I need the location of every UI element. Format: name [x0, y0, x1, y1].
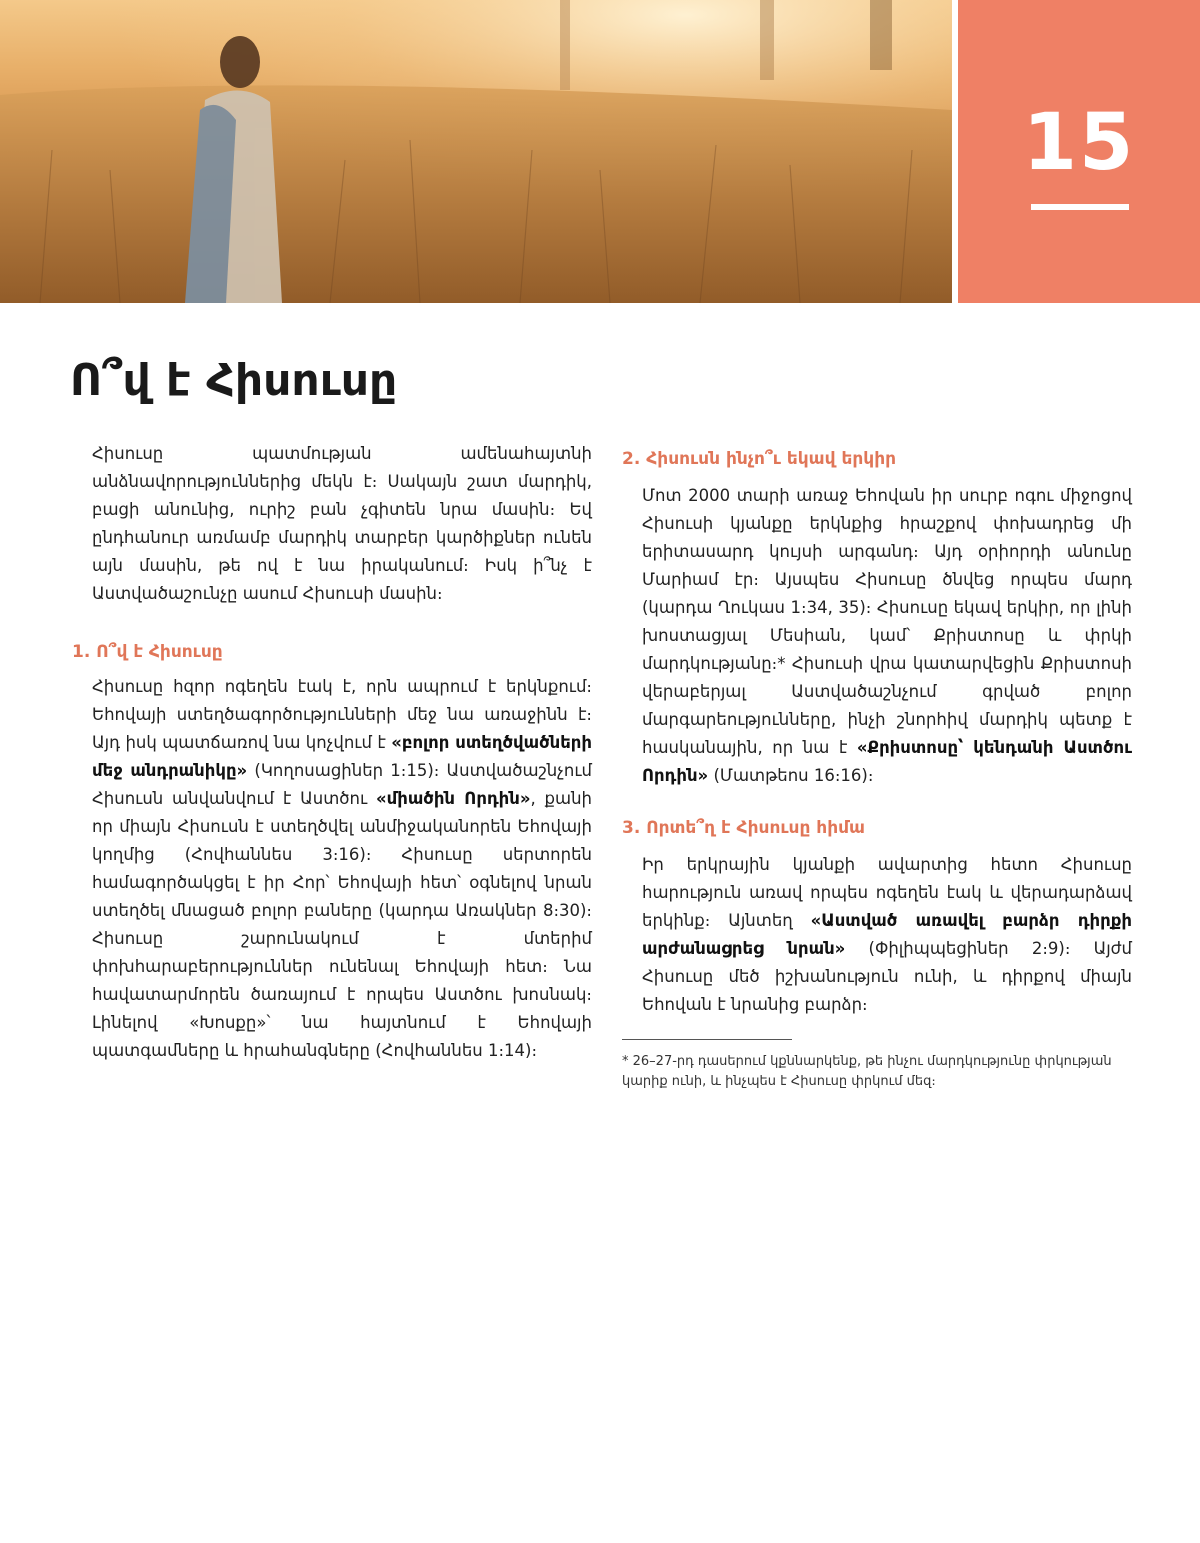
right-column: [622, 440, 1132, 1092]
section-2-text: Մոտ 2000 տարի առաջ Եհովան իր սուրբ ոգու միջոցով Հիսուսի կյանքը երկնքից հրաշքով փոխադրեց մի երիտասարդ կույսի արգանդ։ Այդ օրիորդի անունը Մարիամ էր։ Այսպես Հիսուսը ծնվեց որպես մարդ (կարդա Ղուկաս 1։34, 35)։ Հիսուսը եկավ երկիր, որ լինի խոստացյալ Մեսիան, կամ՝ Քրիստոսը և փրկի մարդկությանը։* Հիսուսի վրա կատարվեցին Քրիստոսի վերաբերյալ Աստվածաշնչում գրված բոլոր մարգարեությունները, ինչի շնորհիվ մարդիկ պետք է հասկանային, որ նա է «Քրիստոսը՝ կենդանի Աստծու Որդին» (Մատթեոս 16։16)։: [642, 486, 1132, 785]
lesson-badge: [958, 0, 1200, 303]
footnote-divider: [622, 1039, 792, 1040]
section-heading-3: 3. Որտե՞ղ է Հիսուսը հիմա: [622, 818, 866, 838]
intro-paragraph: Հիսուսը պատմության ամենահայտնի անձնավորություններից մեկն է։ Սակայն շատ մարդիկ, բացի անունից, ուրիշ բան չգիտեն նրա մասին։ Եվ ընդհանուր առմամբ մարդիկ տարբեր կարծիքներ ունեն այն մասին, թե ով է նա իրականում։ Իսկ ի՞նչ է Աստվածաշունչը ասում Հիսուսի մասին։: [92, 444, 592, 603]
section-1-text: Հիսուսը հզոր ոգեղեն էակ է, որն ապրում է երկնքում։ Եհովայի ստեղծագործությունների մեջ նա առաջինն է։ Այդ իսկ պատճառով նա կոչվում է «բոլոր ստեղծվածների մեջ անդրանիկը» (Կողոսացիներ 1։15)։ Աստվածաշնչում Հիսուսն անվանվում է Աստծու «միածին Որդին», քանի որ միայն Հիսուսն է ստեղծվել անմիջականորեն Եհովայի կողմից (Հովհաննես 3։16)։ Հիսուսը սերտորեն համագործակցել է իր Հոր՝ Եհովայի հետ՝ օգնելով նրան ստեղծել մնացած բոլոր բաները (կարդա Առակներ 8։30)։ Հիսուսը շարունակում է մտերիմ փոխհարաբերություններ ունենալ Եհովայի հետ։ Նա հավատարմորեն ծառայում է որպես Աստծու խոսնակ։ Լինելով «Խոսքը»՝ նա հայտնում է Եհովայի պատգամները և հրահանգները (Հովհաննես 1։14)։: [92, 677, 593, 1060]
section-3-text: Իր երկրային կյանքի ավարտից հետո Հիսուսը հարություն առավ որպես ոգեղեն էակ և վերադարձավ երկինք։ Այնտեղ «Աստված առավել բարձր դիրքի արժանացրեց նրան» (Փիլիպպեցիներ 2։9)։ Այժմ Հիսուսը մեծ իշխանություն ունի, և դիրքով միայն Եհովան է նրանից բարձր։: [642, 855, 1132, 1014]
emphasis-only-begotten: «միածին Որդին»: [375, 789, 531, 808]
hero-photo: [0, 0, 952, 303]
emphasis-firstborn: «բոլոր ստեղծվածների մեջ անդրանիկը»: [92, 733, 592, 780]
section-heading-2: 2. Հիսուսն ինչո՞ւ եկավ երկիր: [622, 449, 897, 469]
field-illustration: [0, 0, 952, 303]
lesson-number: 15: [1022, 98, 1136, 188]
left-column: [72, 440, 592, 1065]
emphasis-exalted: «Աստված առավել բարձր դիրքի արժանացրեց նրան»: [642, 911, 1132, 958]
section-heading-1: 1. Ո՞վ է Հիսուսը: [72, 642, 223, 662]
page-title: Ո՞վ է Հիսուսը: [70, 355, 398, 406]
footnote: * 26–27-րդ դասերում կքննարկենք, թե ինչու մարդկությունը փրկության կարիք ունի, և ինչպես է Հիսուսը փրկում մեզ։: [622, 1054, 1112, 1089]
lesson-underline: [1031, 204, 1129, 210]
emphasis-christ: «Քրիստոսը՝ կենդանի Աստծու Որդին»: [642, 738, 1132, 785]
